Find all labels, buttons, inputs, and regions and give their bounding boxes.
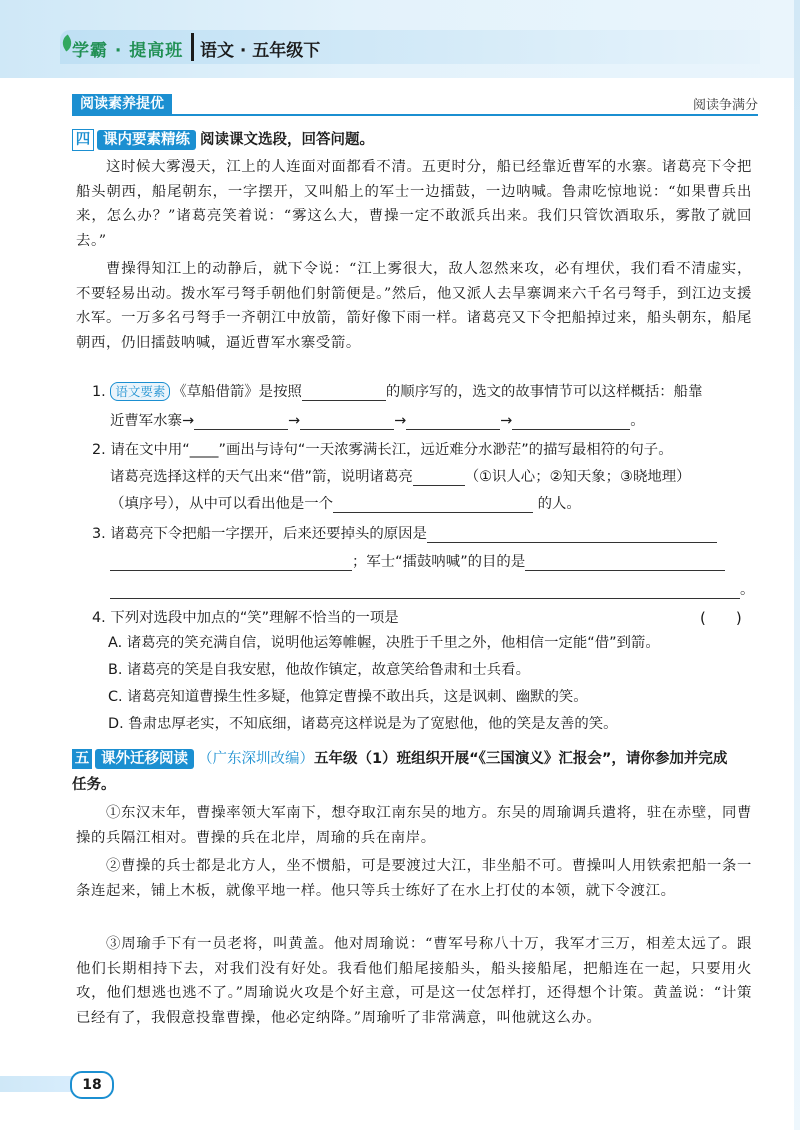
part5-paragraph-1: ①东汉末年，曹操率领大军南下，想夺取江南东吴的地方。东吴的周瑜调兵遣将，驻在赤壁，同曹操的兵隔江相对。曹操的兵在北岸，周瑜的兵在南岸。 — [76, 805, 752, 846]
part5-source: （广东深圳改编） — [198, 751, 314, 767]
section-title: 阅读素养提优 — [72, 94, 172, 114]
part4-heading — [72, 128, 374, 151]
question-3-line3 — [110, 576, 770, 604]
question-2 — [92, 436, 752, 464]
part4-tag: 课内要素精练 — [97, 130, 196, 150]
q2-line3-a: （填序号），从中可以看出他是一个 — [110, 496, 334, 512]
q3-line2: ；军士“擂鼓呐喊”的目的是 — [352, 554, 526, 570]
q2-blank-choice[interactable] — [413, 469, 465, 486]
q2-line2-b: （①识人心；②知天象；③晓地理） — [464, 469, 691, 485]
part5-number: 五 — [72, 749, 92, 769]
q1-blank-1[interactable] — [194, 413, 288, 430]
q3-end: 。 — [740, 582, 755, 598]
q1-blank-4[interactable] — [512, 413, 630, 430]
part5-instruction-b: 任务。 — [72, 777, 116, 793]
q1-tag: 语文要素 — [110, 382, 170, 401]
question-4 — [92, 604, 752, 632]
q2-number: 2. — [92, 442, 106, 458]
page-edge — [794, 0, 800, 1130]
question-2-line3 — [110, 490, 770, 518]
q1-blank-order[interactable] — [302, 384, 386, 401]
q1-arrow-2: → — [394, 413, 407, 429]
subject-title: 语文 · 五年级下 — [200, 41, 321, 61]
q3-blank-reason[interactable] — [427, 526, 717, 543]
q4-text: 下列对选段中加点的“笑”理解不恰当的一项是 — [110, 610, 399, 626]
part4-paragraph-1: 这时候大雾漫天，江上的人连面对面都看不清。五更时分，船已经靠近曹军的水寨。诸葛亮下令把船头朝西，船尾朝东，一字摆开，又叫船上的军士一边擂鼓，一边呐喊。鲁肃吃惊地说：“如果曹兵出来，怎么办？”诸葛亮笑着说：“雾这么大，曹操一定不敢派兵出来。我们只管饮酒取乐，雾散了就回去。” — [76, 159, 752, 249]
part4-number: 四 — [72, 129, 94, 151]
q1-text-a: 《草船借箭》是按照 — [172, 384, 302, 400]
part5-instruction-a: 五年级（1）班组织开展“《三国演义》汇报会”，请你参加并完成 — [314, 751, 728, 767]
q4-number: 4. — [92, 610, 106, 626]
q4-answer-paren[interactable]: ( ) — [700, 609, 742, 627]
q1-arrow-3: → — [500, 413, 513, 429]
brand-title: 学霸 · 提高班 — [72, 41, 184, 61]
q1-blank-2[interactable] — [300, 413, 394, 430]
q2-line3-b: 的人。 — [537, 496, 581, 512]
q4-option-d[interactable]: D. 鲁肃忠厚老实，不知底细，诸葛亮这样说是为了宽慰他，他的笑是友善的笑。 — [108, 716, 618, 732]
section-right-label: 阅读争满分 — [692, 98, 758, 113]
section-underline — [72, 114, 758, 116]
q2-line2-a: 诸葛亮选择这样的天气出来“借”箭，说明诸葛亮 — [110, 469, 413, 485]
part5-heading-line2 — [72, 773, 116, 794]
q1-arrow-1: → — [288, 413, 301, 429]
page-number: 18 — [70, 1071, 114, 1099]
q1-end: 。 — [630, 413, 645, 429]
question-1 — [92, 378, 752, 406]
question-3-line2 — [110, 548, 770, 576]
part5-paragraph-2: ②曹操的兵士都是北方人，坐不惯船，可是要渡过大江，非坐船不可。曹操叫人用铁索把船一条一条连起来，铺上木板，就像平地一样。他只等兵士练好了在水上打仗的本领，就下令渡江。 — [76, 858, 752, 899]
q3-number: 3. — [92, 526, 106, 542]
question-1-line2 — [110, 407, 770, 435]
q1-blank-3[interactable] — [406, 413, 500, 430]
q3-blank-reason-cont[interactable] — [110, 554, 352, 571]
part5-tag: 课外迁移阅读 — [95, 749, 194, 769]
q3-line1: 诸葛亮下令把船一字摆开，后来还要掉头的原因是 — [110, 526, 427, 542]
q4-option-c[interactable]: C. 诸葛亮知道曹操生性多疑，他算定曹操不敢出兵，这是讽刺、幽默的笑。 — [108, 689, 588, 705]
part5-heading — [72, 747, 752, 769]
q3-blank-purpose[interactable] — [525, 554, 725, 571]
q1-text-b: 的顺序写的，选文的故事情节可以这样概括：船靠 — [385, 384, 703, 400]
part4-paragraph-2: 曹操得知江上的动静后，就下令说：“江上雾很大，敌人忽然来攻，必有埋伏，我们看不清虚实，不要轻易出动。拨水军弓弩手朝他们射箭便是。”然后，他又派人去旱寨调来六千名弓弩手，到江边支援水军。一万多名弓弩手一齐朝江中放箭，箭好像下雨一样。诸葛亮又下令把船掉过来，船头朝东，船尾朝西，仍旧擂鼓呐喊，逼近曹军水寨受箭。 — [76, 261, 752, 351]
question-2-line2 — [110, 463, 770, 491]
question-3 — [92, 520, 752, 548]
q4-option-a[interactable]: A. 诸葛亮的笑充满自信，说明他运筹帷幄，决胜于千里之外，他相信一定能“借”到箭。 — [108, 635, 660, 651]
q2-blank-trait[interactable] — [333, 496, 533, 513]
section-header — [72, 94, 758, 116]
q4-option-b[interactable]: B. 诸葛亮的笑是自我安慰，他故作镇定，故意笑给鲁肃和士兵看。 — [108, 662, 530, 678]
q1-text-c: 近曹军水寨→ — [110, 413, 195, 429]
part5-paragraph-3: ③周瑜手下有一员老将，叫黄盖。他对周瑜说：“曹军号称八十万，我军才三万，相差太远了。跟他们长期相持下去，对我们没有好处。我看他们船尾接船头，船头接船尾，把船连在一起，只要用火攻，他们想逃也逃不了。”周瑜说火攻是个好主意，可是这一仗怎样打，还得想个计策。黄盖说：“计策已经有了，我假意投靠曹操，他必定纳降。”周瑜听了非常满意，叫他就这么办。 — [76, 936, 752, 1026]
q2-line1: 请在文中用“____”画出与诗句“一天浓雾满长江，远近难分水渺茫”的描写最相符的句子。 — [110, 442, 673, 458]
q3-blank-purpose-cont[interactable] — [110, 582, 740, 599]
header-divider — [191, 33, 194, 61]
part4-instruction: 阅读课文选段，回答问题。 — [200, 132, 374, 148]
q1-number: 1. — [92, 384, 106, 400]
